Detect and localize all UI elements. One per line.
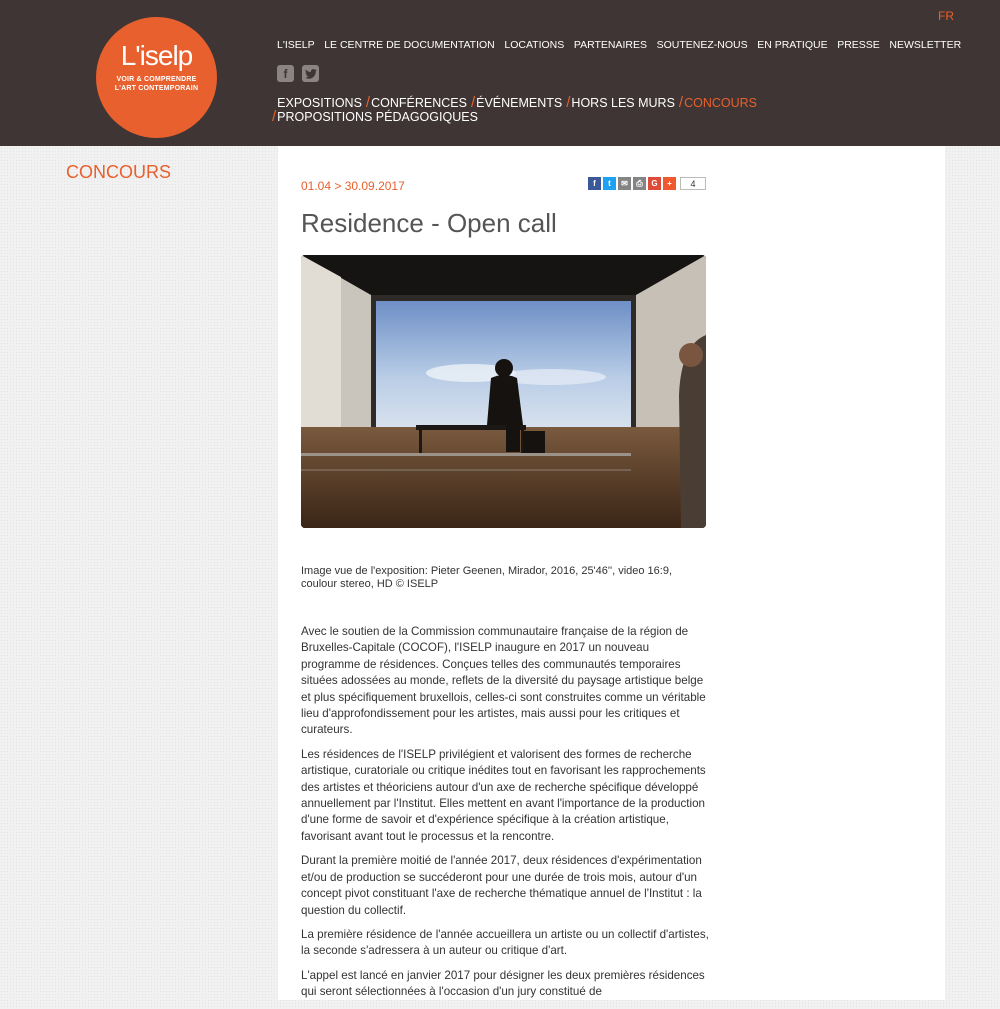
logo-tagline: VOIR & COMPRENDRE L'ART CONTEMPORAIN xyxy=(114,76,199,92)
topnav-locations[interactable]: LOCATIONS xyxy=(504,39,565,51)
nav-evenements[interactable]: ÉVÉNEMENTS xyxy=(476,96,563,110)
paragraph: Avec le soutien de la Commission communautaire française de la région de Bruxelles-Capitale (COCOF), l'ISELP inaugure en 2017 un nouveau programme de résidences. Conçues telles des communautés temporaires situées adossées au monde, reflets de la diversité du paysage artistique belge et plus spécifiquement bruxellois, celles-ci sont construites comme un véritable lieu d'approfondissement pour les artistes, mais aussi pour les critiques et curateurs. xyxy=(301,625,706,737)
share-count: 4 xyxy=(680,177,706,190)
paragraph: L'appel est lancé en janvier 2017 pour désigner les deux premières résidences qui seront sélectionnées à l'occasion d'un jury constitué de xyxy=(301,968,705,999)
twitter-share-icon[interactable]: t xyxy=(603,177,616,190)
image-caption: Image vue de l'exposition: Pieter Geenen, Mirador, 2016, 25'46'', video 16:9, coulour stereo, HD © ISELP xyxy=(301,565,673,590)
topnav-soutenez-nous[interactable]: SOUTENEZ-NOUS xyxy=(656,39,748,51)
nav-separator: / xyxy=(365,94,371,111)
topnav-newsletter[interactable]: NEWSLETTER xyxy=(889,39,962,51)
topnav-iselp[interactable]: L'ISELP xyxy=(277,39,315,51)
nav-separator: / xyxy=(272,108,277,125)
nav-concours[interactable]: CONCOURS xyxy=(684,96,758,110)
top-nav xyxy=(277,39,971,51)
topnav-en-pratique[interactable]: EN PRATIQUE xyxy=(757,39,828,51)
article-body xyxy=(301,624,711,1009)
site-header xyxy=(0,0,1000,146)
logo-name: L'iselp xyxy=(120,40,193,71)
google-plus-share-icon[interactable]: G xyxy=(648,177,661,190)
article-title: Residence - Open call xyxy=(301,208,557,238)
paragraph: Durant la première moitié de l'année 2017, deux résidences d'expérimentation et/ou de production se succéderont pour une durée de trois mois, autour d'un concept pivot constituant l'axe de recherche thématique annuel de l'Institut : la question du collectif. xyxy=(301,854,702,917)
facebook-share-icon[interactable]: f xyxy=(588,177,601,190)
twitter-icon[interactable] xyxy=(302,65,319,82)
topnav-documentation[interactable]: LE CENTRE DE DOCUMENTATION xyxy=(324,39,495,51)
hero-image xyxy=(301,255,706,528)
topnav-partenaires[interactable]: PARTENAIRES xyxy=(573,39,647,51)
nav-separator: / xyxy=(470,94,476,111)
print-share-icon[interactable]: ⎙ xyxy=(633,177,646,190)
language-switch[interactable]: FR xyxy=(938,9,954,23)
email-share-icon[interactable]: ✉ xyxy=(618,177,631,190)
nav-conferences[interactable]: CONFÉRENCES xyxy=(371,96,467,110)
add-share-icon[interactable]: + xyxy=(663,177,676,190)
facebook-icon[interactable]: f xyxy=(277,65,294,82)
nav-hors-les-murs[interactable]: HORS LES MURS xyxy=(571,96,675,110)
share-bar xyxy=(588,177,706,190)
nav-propositions-pedagogiques[interactable]: PROPOSITIONS PÉDAGOGIQUES xyxy=(277,110,478,124)
event-date: 01.04 > 30.09.2017 xyxy=(301,179,405,193)
article-content xyxy=(278,146,945,1000)
nav-separator: / xyxy=(678,94,684,111)
social-links xyxy=(277,65,319,82)
section-title: CONCOURS xyxy=(66,162,172,182)
paragraph: Les résidences de l'ISELP privilégient et valorisent des formes de recherche artistique, curatoriale ou critique inédites tout en favorisant les rapprochements des artistes et théoriciens autour d'un axe de recherche spécifique développé annuellement par l'Institut. Elles mettent en avant l'importance de la production d'une forme de savoir et d'expérience spécifique à la création artistique, favorisant avant tout le processus et la rencontre. xyxy=(301,747,706,843)
paragraph: La première résidence de l'année accueillera un artiste ou un collectif d'artistes, la seconde s'adressera à un auteur ou critique d'art. xyxy=(301,927,709,958)
nav-expositions[interactable]: EXPOSITIONS xyxy=(277,96,362,110)
topnav-presse[interactable]: PRESSE xyxy=(837,39,880,51)
main-nav xyxy=(272,96,762,124)
nav-separator: / xyxy=(566,94,571,111)
site-logo[interactable] xyxy=(96,17,217,138)
